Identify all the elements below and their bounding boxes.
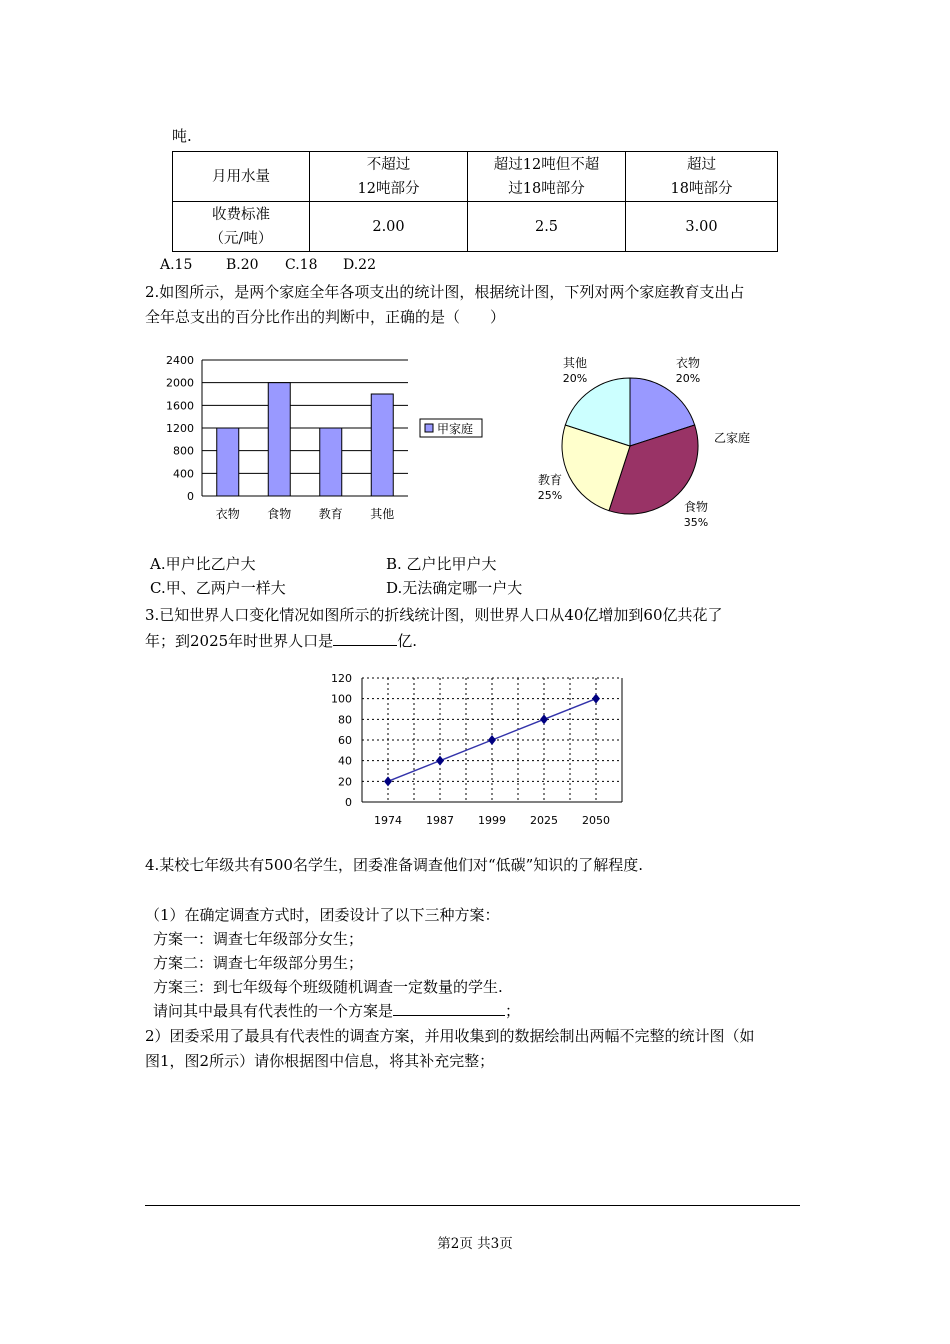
pie-chart xyxy=(528,345,788,535)
bar xyxy=(320,428,342,496)
x-tick-label: 2050 xyxy=(582,814,610,827)
header-line: 12吨部分 xyxy=(357,180,420,197)
data-point xyxy=(592,694,600,704)
q1-option: A.15 xyxy=(160,257,193,273)
q3-text: 亿. xyxy=(397,632,417,650)
q2-option: A.甲户比乙户大 xyxy=(150,555,256,573)
x-tick-label: 2025 xyxy=(530,814,558,827)
table-cell: 3.00 xyxy=(626,202,778,252)
y-tick-label: 60 xyxy=(338,734,352,747)
q1-option: D.22 xyxy=(343,257,376,273)
q4-ask-text: ； xyxy=(505,1002,521,1020)
data-point xyxy=(540,714,548,724)
table-cell: 2.5 xyxy=(468,202,626,252)
y-tick-label: 120 xyxy=(331,672,352,685)
q4-sub2-line: 2）团委采用了最具有代表性的调查方案，并用收集到的数据绘制出两幅不完整的统计图（如 xyxy=(145,1027,755,1045)
slice-label: 食物 xyxy=(683,500,709,514)
y-tick-label: 800 xyxy=(173,444,194,458)
data-point xyxy=(488,735,496,745)
header-line: 18吨部分 xyxy=(670,180,733,197)
line-chart xyxy=(320,668,630,838)
y-tick-label: 1600 xyxy=(166,399,194,413)
bar xyxy=(268,383,290,496)
row-label-line: 收费标准 xyxy=(212,206,270,223)
slice-label: 其他 xyxy=(562,356,588,370)
legend xyxy=(420,419,482,437)
q4-sub1: （1）在确定调查方式时，团委设计了以下三种方案： xyxy=(145,906,500,924)
x-tick-label: 衣物 xyxy=(215,507,240,521)
y-tick-label: 0 xyxy=(187,490,194,503)
slice-percent: 35% xyxy=(683,516,709,529)
q4-plan: 方案二：调查七年级部分男生； xyxy=(153,954,364,972)
header-line: 过18吨部分 xyxy=(508,180,585,197)
header-line: 超过12吨但不超 xyxy=(493,156,600,173)
q4-plan: 方案一：调查七年级部分女生； xyxy=(153,930,364,948)
table-header-cell: 月用水量 xyxy=(173,152,310,202)
q2-option: C.甲、乙两户一样大 xyxy=(150,579,286,597)
x-tick-label: 1999 xyxy=(478,814,506,827)
y-tick-label: 80 xyxy=(338,713,352,727)
header-line: 超过 xyxy=(687,156,716,173)
q4-plan: 方案三：到七年级每个班级随机调查一定数量的学生. xyxy=(153,978,503,996)
answer-blank xyxy=(333,631,397,646)
slice-label: 衣物 xyxy=(675,356,701,370)
x-tick-label: 1987 xyxy=(426,814,454,827)
bar xyxy=(371,394,393,496)
x-tick-label: 教育 xyxy=(318,507,343,521)
q2-option: D.无法确定哪一户大 xyxy=(386,579,523,597)
q1-option: B.20 xyxy=(226,257,259,273)
legend-label: 甲家庭 xyxy=(437,422,474,436)
row-label-line: （元/吨） xyxy=(209,230,273,247)
pie-title: 乙家庭 xyxy=(714,431,751,445)
table-header-cell xyxy=(310,152,468,202)
y-tick-label: 400 xyxy=(173,467,194,481)
q4-ask xyxy=(153,999,520,1023)
data-point xyxy=(384,776,392,786)
x-tick-label: 1974 xyxy=(374,814,402,827)
y-tick-label: 40 xyxy=(338,754,352,768)
slice-percent: 20% xyxy=(562,372,588,385)
legend-swatch xyxy=(425,424,433,432)
y-tick-label: 0 xyxy=(345,796,352,809)
water-fee-table xyxy=(172,151,778,252)
page-number: 第2页 共3页 xyxy=(437,1236,513,1252)
y-tick-label: 2000 xyxy=(166,376,194,390)
q3-question-line: 3.已知世界人口变化情况如图所示的折线统计图，则世界人口从40亿增加到60亿共花了 xyxy=(145,606,723,624)
table-header-cell xyxy=(468,152,626,202)
answer-blank xyxy=(393,1001,505,1016)
bar-chart xyxy=(150,348,490,533)
q3-text: 年；到2025年时世界人口是 xyxy=(145,632,334,650)
q4-question-line: 4.某校七年级共有500名学生，团委准备调查他们对“低碳”知识的了解程度. xyxy=(145,856,644,874)
x-tick-label: 食物 xyxy=(267,507,292,521)
y-tick-label: 100 xyxy=(331,692,352,706)
x-tick-label: 其他 xyxy=(370,507,395,521)
slice-percent: 25% xyxy=(537,489,563,502)
bar xyxy=(217,428,239,496)
q2-question-line: 全年总支出的百分比作出的判断中，正确的是（ ） xyxy=(145,308,506,326)
y-tick-label: 2400 xyxy=(166,354,194,367)
y-tick-label: 20 xyxy=(338,775,352,789)
slice-label: 教育 xyxy=(537,473,563,487)
q2-option: B. 乙户比甲户大 xyxy=(386,555,497,573)
data-point xyxy=(436,756,444,766)
q1-tail-text: 吨. xyxy=(172,127,192,145)
q2-question-line: 2.如图所示，是两个家庭全年各项支出的统计图，根据统计图，下列对两个家庭教育支出占 xyxy=(145,283,745,301)
q1-option: C.18 xyxy=(285,257,318,273)
table-row-label xyxy=(173,202,310,252)
q4-ask-text: 请问其中最具有代表性的一个方案是 xyxy=(153,1002,394,1020)
q3-question-line xyxy=(145,629,417,653)
table-header-cell xyxy=(626,152,778,202)
slice-percent: 20% xyxy=(675,372,701,385)
footer-rule xyxy=(145,1205,800,1206)
table-cell: 2.00 xyxy=(310,202,468,252)
y-tick-label: 1200 xyxy=(166,422,194,435)
q4-sub2-line: 图1，图2所示）请你根据图中信息，将其补充完整； xyxy=(145,1052,495,1070)
header-line: 不超过 xyxy=(366,156,411,173)
